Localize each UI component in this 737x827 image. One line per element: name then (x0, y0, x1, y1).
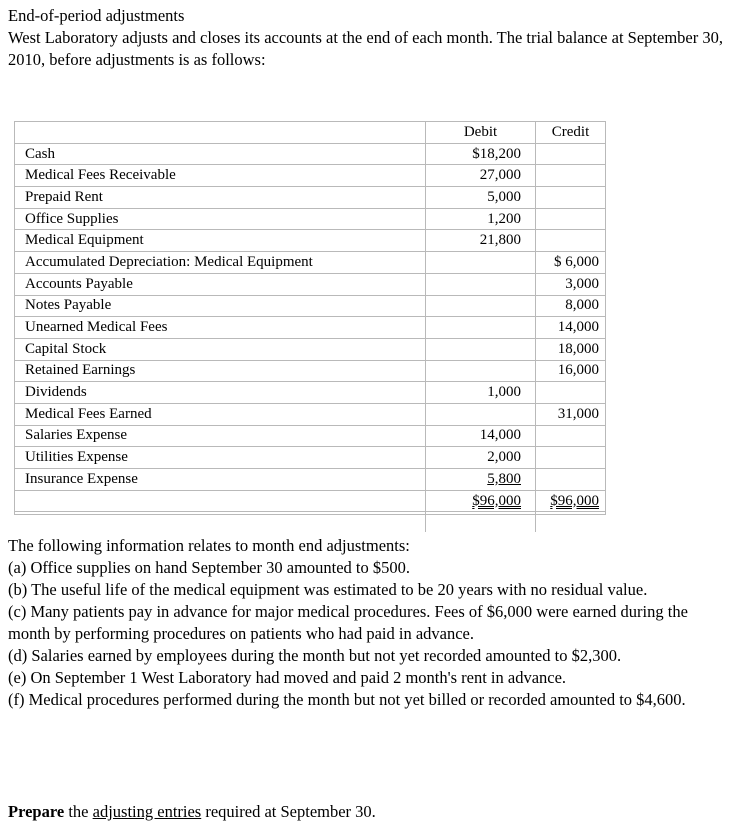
debit-amount (426, 403, 536, 425)
table-row (15, 143, 605, 165)
credit-amount: 31,000 (536, 403, 606, 425)
debit-amount (426, 338, 536, 360)
credit-amount (536, 425, 606, 447)
adjustment-item: (e) On September 1 West Laboratory had moved and paid 2 month's rent in advance. (8, 668, 567, 687)
adjustment-item: (c) Many patients pay in advance for major medical procedures. Fees of $6,000 were earned during the month by performing procedures on patients who had paid in advance. (8, 602, 688, 643)
prompt-post: required at September 30. (201, 802, 376, 821)
credit-amount (536, 165, 606, 187)
credit-amount: 8,000 (536, 295, 606, 317)
account-name: Cash (15, 143, 426, 165)
table-header-row (15, 122, 605, 143)
account-name: Office Supplies (15, 208, 426, 230)
account-name: Utilities Expense (15, 447, 426, 469)
debit-header: Debit (426, 122, 536, 143)
blank-cell (426, 512, 536, 533)
account-name: Insurance Expense (15, 469, 426, 491)
table-row (15, 317, 605, 339)
credit-amount: $ 6,000 (536, 252, 606, 274)
credit-amount (536, 230, 606, 252)
adjusting-entries-link[interactable]: adjusting entries (92, 802, 202, 821)
debit-amount: 1,000 (426, 382, 536, 404)
account-header (15, 122, 426, 143)
table-row (15, 469, 605, 491)
adjustment-item: (a) Office supplies on hand September 30 amounted to $500. (8, 558, 411, 577)
credit-total-value: $96,000 (550, 492, 599, 509)
table-row (15, 425, 605, 447)
prompt-pre: the (64, 802, 93, 821)
credit-amount (536, 469, 606, 491)
adjustment-item: (d) Salaries earned by employees during the month but not yet recorded amounted to $2,300. (8, 646, 622, 665)
credit-amount: 18,000 (536, 338, 606, 360)
debit-amount (426, 360, 536, 382)
debit-amount: 2,000 (426, 447, 536, 469)
table-row (15, 382, 605, 404)
prompt (8, 801, 376, 823)
table-row (15, 403, 605, 425)
credit-amount (536, 143, 606, 165)
credit-amount: 3,000 (536, 273, 606, 295)
credit-header: Credit (536, 122, 606, 143)
adjustment-item: (f) Medical procedures performed during the month but not yet billed or recorded amounted to $4,600. (8, 690, 686, 709)
blank-cell (536, 512, 606, 533)
credit-amount (536, 208, 606, 230)
table-row (15, 447, 605, 469)
account-name: Unearned Medical Fees (15, 317, 426, 339)
totals-label (15, 490, 426, 512)
debit-amount: $18,200 (426, 143, 536, 165)
account-name: Medical Equipment (15, 230, 426, 252)
intro-section (8, 5, 733, 71)
table-row (15, 295, 605, 317)
credit-amount (536, 382, 606, 404)
account-name: Retained Earnings (15, 360, 426, 382)
debit-amount: 5,000 (426, 187, 536, 209)
debit-amount: 14,000 (426, 425, 536, 447)
debit-amount-underlined: 5,800 (487, 470, 521, 487)
account-name: Accounts Payable (15, 273, 426, 295)
table-row (15, 252, 605, 274)
prompt-verb: Prepare (8, 802, 65, 821)
debit-amount (426, 317, 536, 339)
debit-amount: 27,000 (426, 165, 536, 187)
table-row (15, 338, 605, 360)
account-name: Notes Payable (15, 295, 426, 317)
table-row (15, 360, 605, 382)
account-name: Medical Fees Earned (15, 403, 426, 425)
debit-amount: 1,200 (426, 208, 536, 230)
credit-total (536, 490, 606, 512)
account-name: Prepaid Rent (15, 187, 426, 209)
table-row (15, 273, 605, 295)
table-row (15, 208, 605, 230)
debit-amount (426, 273, 536, 295)
table-row (15, 187, 605, 209)
blank-row (15, 512, 605, 533)
debit-amount: 21,800 (426, 230, 536, 252)
debit-amount (426, 252, 536, 274)
table-row (15, 165, 605, 187)
debit-total (426, 490, 536, 512)
account-name: Capital Stock (15, 338, 426, 360)
adjustment-item: (b) The useful life of the medical equipment was estimated to be 20 years with no residual value. (8, 580, 648, 599)
info-intro: The following information relates to month end adjustments: (8, 536, 410, 555)
account-name: Medical Fees Receivable (15, 165, 426, 187)
account-name: Salaries Expense (15, 425, 426, 447)
adjustment-info (8, 535, 733, 711)
intro-text: West Laboratory adjusts and closes its accounts at the end of each month. The trial balance at September 30, 2010, before adjustments is as follows: (8, 28, 723, 69)
credit-amount: 14,000 (536, 317, 606, 339)
table-row (15, 230, 605, 252)
debit-amount (426, 295, 536, 317)
account-name: Accumulated Depreciation: Medical Equipment (15, 252, 426, 274)
credit-amount (536, 187, 606, 209)
blank-cell (15, 512, 426, 533)
credit-amount: 16,000 (536, 360, 606, 382)
trial-balance-table (14, 121, 606, 515)
debit-amount (426, 469, 536, 491)
credit-amount (536, 447, 606, 469)
account-name: Dividends (15, 382, 426, 404)
debit-total-value: $96,000 (472, 492, 521, 509)
totals-row (15, 490, 605, 512)
heading: End-of-period adjustments (8, 6, 185, 25)
